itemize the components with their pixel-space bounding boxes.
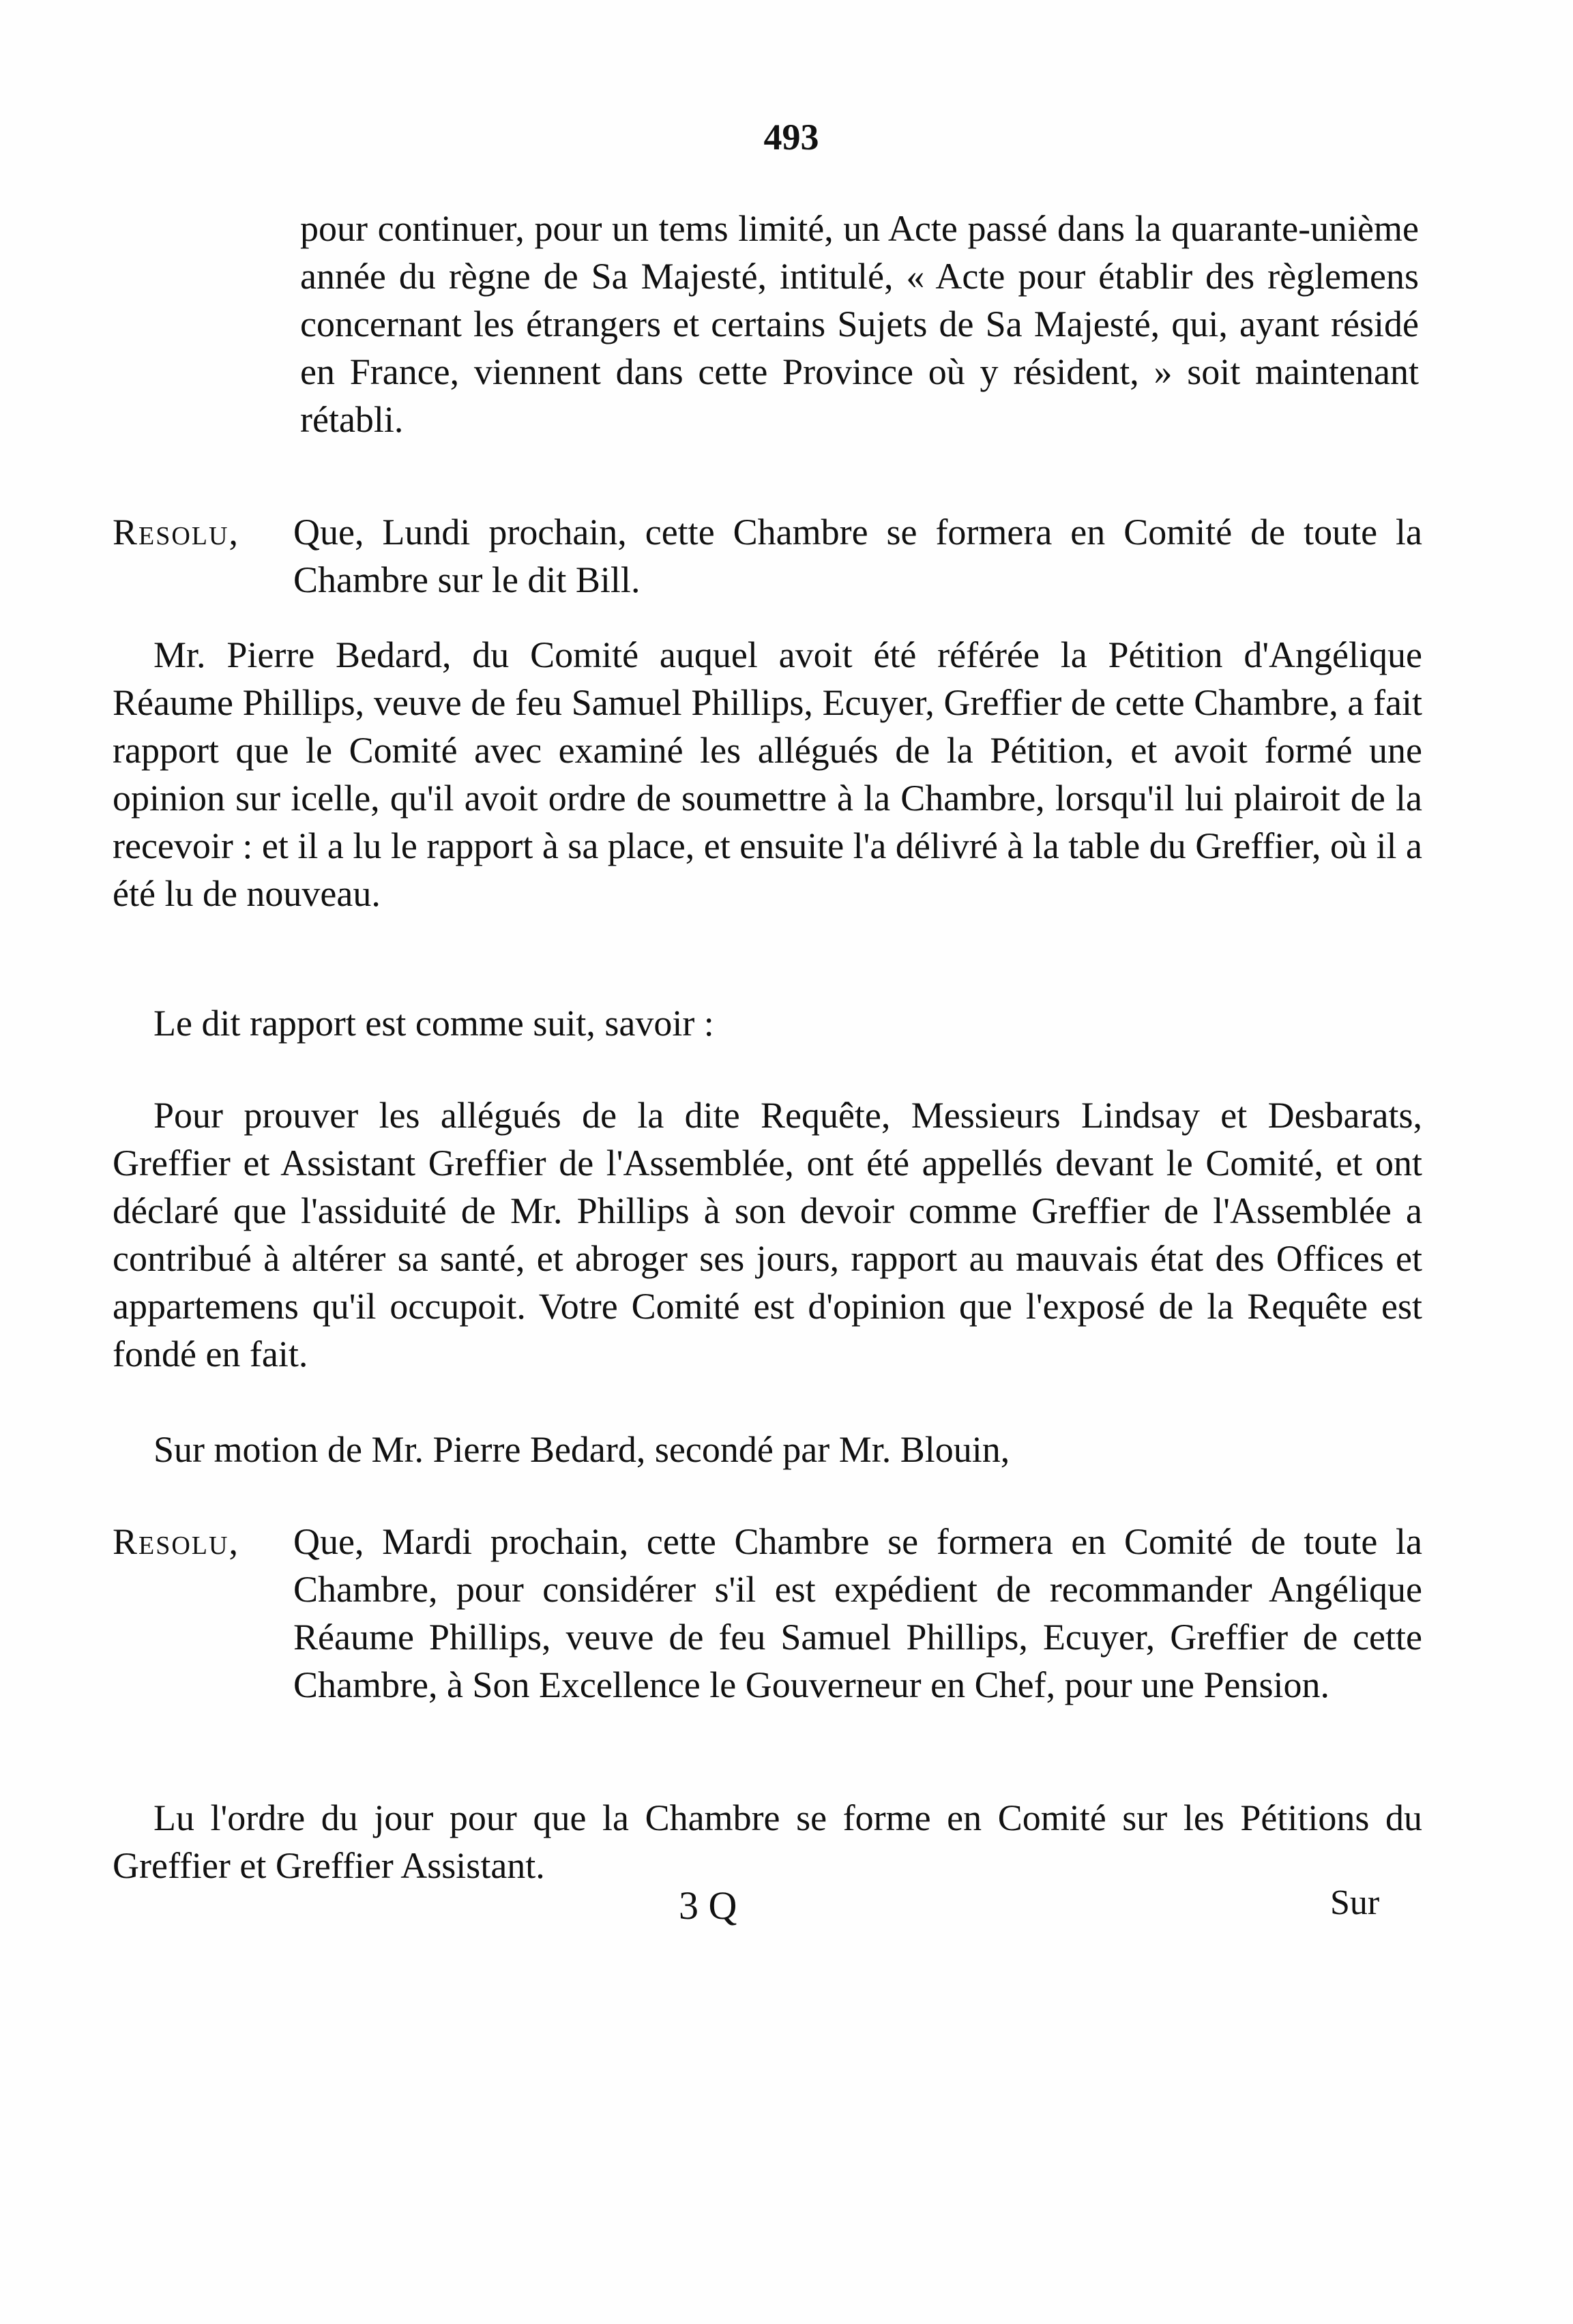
paragraph-order-of-day: [113, 1794, 1422, 1889]
resolution-tuesday: [113, 1518, 1422, 1777]
paragraph-motion: [153, 1426, 1381, 1473]
catchword: Sur: [1330, 1883, 1380, 1922]
paragraph-text: Le dit rapport est comme suit, savoir :: [153, 1003, 714, 1044]
signature-mark: 3 Q: [679, 1883, 737, 1928]
paragraph-text: Pour prouver les allégués de la dite Requête, Messieurs Lindsay et Desbarats, Greffier et Assistant Greffier de l'Assemblée, ont été appellés devant le Comité, et ont déclaré que l'assiduité de Mr. Phillips à son devoir comme Greffier de l'Assemblée a contribué à altérer sa santé, et abroger ses jours, rapport au mauvais état des Offices et appartemens qu'il occupoit. Votre Comité est d'opinion que l'exposé de la Requête est fondé en fait.: [113, 1095, 1422, 1374]
resolu-label: Resolu,: [113, 1521, 239, 1562]
resolu-label: Resolu,: [113, 512, 239, 553]
paragraph-text: Lu l'ordre du jour pour que la Chambre se forme en Comité sur les Pétitions du Greffier et Greffier Assistant.: [113, 1797, 1422, 1886]
paragraph-report-body: [113, 1091, 1422, 1378]
page-number: 493: [763, 117, 819, 158]
paragraph-bill-continuation: [300, 205, 1419, 443]
paragraph-text: pour continuer, pour un tems limité, un Acte passé dans la quarante-unième année du règne de Sa Majesté, intitulé, « Acte pour établir des règlemens concernant les étrangers et certains Sujets de Sa Majesté, qui, ayant résidé en France, viennent dans cette Province où y résident, » soit maintenant rétabli.: [300, 208, 1419, 440]
paragraph-text: Sur motion de Mr. Pierre Bedard, secondé par Mr. Blouin,: [153, 1429, 1010, 1470]
resolution-text: Que, Lundi prochain, cette Chambre se formera en Comité de toute la Chambre sur le dit Bill.: [293, 512, 1422, 600]
paragraph-report-intro: [153, 999, 1313, 1047]
resolution-text: Que, Mardi prochain, cette Chambre se formera en Comité de toute la Chambre, pour considérer s'il est expédient de recommander Angélique Réaume Phillips, veuve de feu Samuel Phillips, Ecuyer, Greffier de cette Chambre, à Son Excellence le Gouverneur en Chef, pour une Pension.: [293, 1521, 1422, 1705]
paragraph-text: Mr. Pierre Bedard, du Comité auquel avoit été référée la Pétition d'Angélique Réaume Phillips, veuve de feu Samuel Phillips, Ecuyer, Greffier de cette Chambre, a fait rapport que le Comité avec examiné les allégués de la Pétition, et avoit formé une opinion sur icelle, qu'il avoit ordre de soumettre à la Chambre, lorsqu'il lui plairoit de la recevoir : et il a lu le rapport à sa place, et ensuite l'a délivré à la table du Greffier, où il a été lu de nouveau.: [113, 634, 1422, 914]
resolution-monday: [113, 508, 1422, 617]
paragraph-committee-report: [113, 631, 1422, 917]
